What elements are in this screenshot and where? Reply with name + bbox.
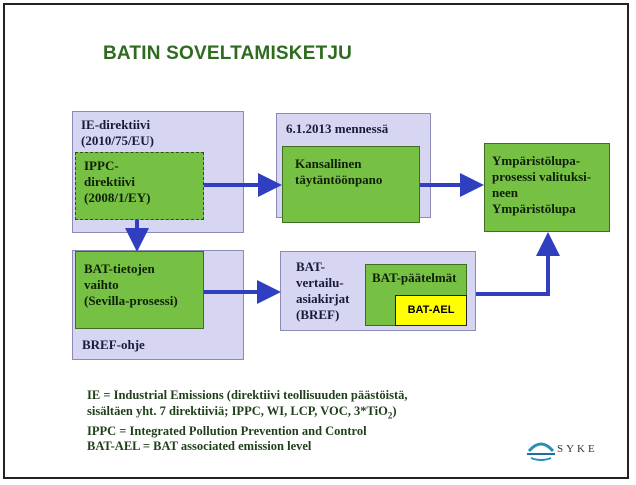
bat-vertailu-label: BAT- vertailu- asiakirjat (BREF) bbox=[296, 259, 350, 322]
ie-direktiivi-label: IE-direktiivi (2010/75/EU) bbox=[81, 117, 154, 148]
kansallinen-label: Kansallinen täytäntöönpano bbox=[295, 156, 383, 187]
page-title: BATIN SOVELTAMISKETJU bbox=[103, 43, 353, 64]
bat-tietojen-label: BAT-tietojen vaihto (Sevilla-prosessi) bbox=[84, 261, 178, 308]
legend-line-ie: IE = Industrial Emissions (direktiivi teollisuuden päästöistä, bbox=[87, 388, 408, 402]
legend-line-ippc: IPPC = Integrated Pollution Prevention and Control bbox=[87, 423, 367, 438]
ymparistolupa-label: Ympäristölupa- prosessi valituksi- neen Ympäristölupa bbox=[492, 153, 592, 216]
legend-line-bat-ael: BAT-AEL = BAT associated emission level bbox=[87, 439, 312, 453]
ippc-direktiivi-label: IPPC- direktiivi (2008/1/EY) bbox=[84, 158, 151, 205]
legend bbox=[87, 388, 408, 455]
arrow-bat-paatelmat-to-ymparistolupa bbox=[476, 244, 548, 294]
bat-ael-label: BAT-AEL bbox=[407, 304, 455, 316]
syke-logo-text: SYKE bbox=[557, 443, 598, 455]
bat-paatelmat-label: BAT-päätelmät bbox=[372, 270, 457, 285]
legend-line-directives: sisältäen yht. 7 direktiiviä; IPPC, WI, LCP, VOC, 3*TiO$_2$) bbox=[87, 403, 397, 420]
bref-ohje-label: BREF-ohje bbox=[82, 337, 145, 352]
deadline-label: 6.1.2013 mennessä bbox=[286, 121, 389, 136]
